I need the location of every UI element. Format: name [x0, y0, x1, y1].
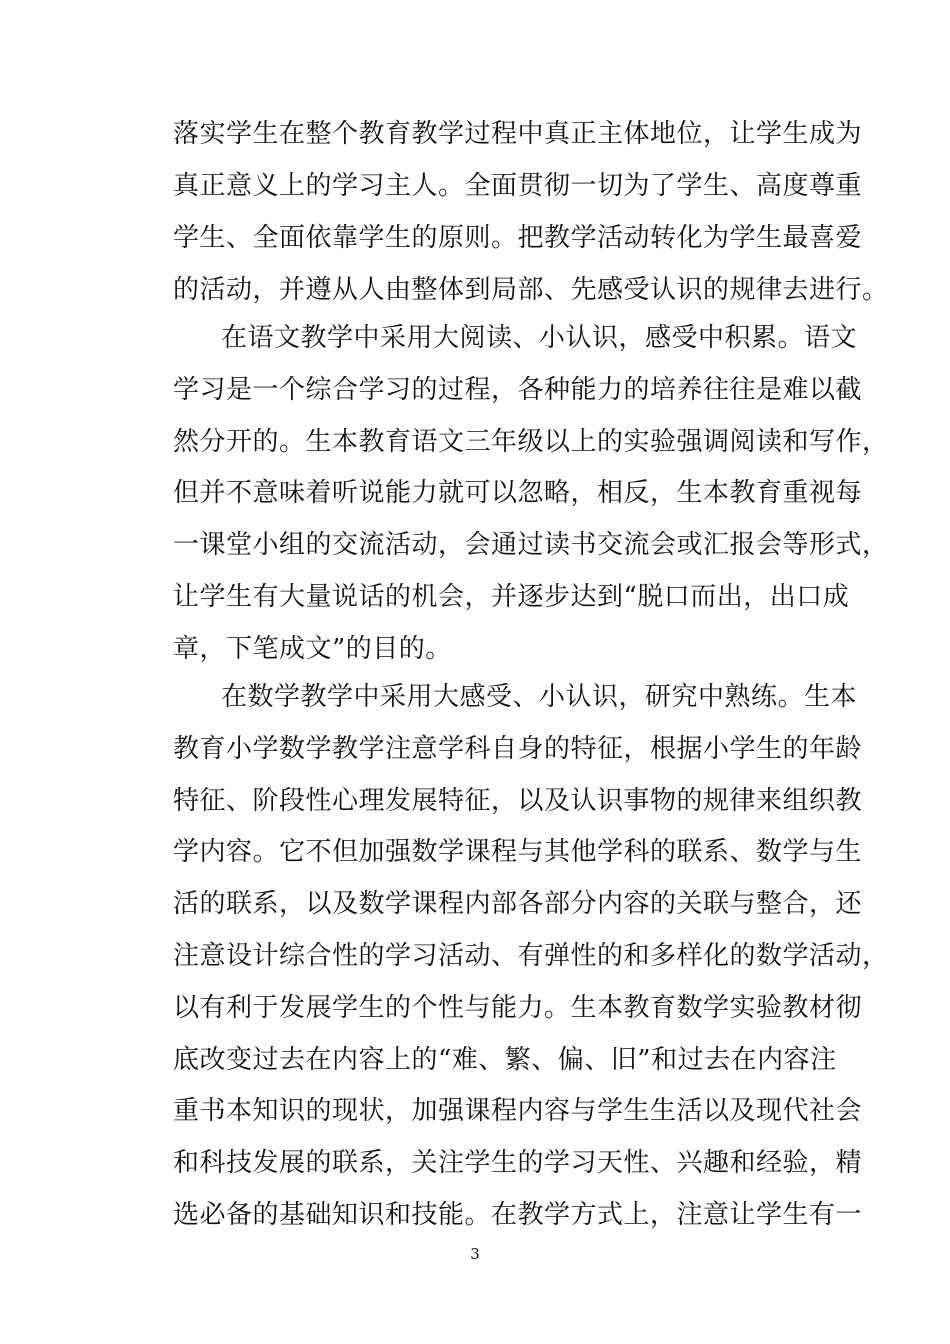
text-line: 让学生有大量说话的机会，并逐步达到“脱口而出，出口成 — [173, 582, 850, 612]
text-line: 学习是一个综合学习的过程，各种能力的培养往往是难以截 — [173, 375, 863, 405]
page-number: 3 — [470, 1245, 480, 1263]
paragraph-first-line: 在数学教学中采用大感受、小认识，研究中熟练。生本 — [221, 682, 858, 712]
text-line: 以有利于发展学生的个性与能力。生本教育数学实验教材彻 — [173, 993, 863, 1023]
text-line: 一课堂小组的交流活动，会通过读书交流会或汇报会等形式， — [173, 530, 889, 560]
text-line: 和科技发展的联系，关注学生的学习天性、兴趣和经验，精 — [173, 1148, 863, 1178]
text-line: 注意设计综合性的学习活动、有弹性的和多样化的数学活动， — [173, 941, 889, 971]
paragraph-first-line: 在语文教学中采用大阅读、小认识，感受中积累。语文 — [221, 323, 858, 353]
text-line: 章，下笔成文”的目的。 — [173, 634, 452, 664]
text-line: 然分开的。生本教育语文三年级以上的实验强调阅读和写作， — [173, 427, 889, 457]
text-line: 特征、阶段性心理发展特征，以及认识事物的规律来组织教 — [173, 786, 863, 816]
text-line: 但并不意味着听说能力就可以忽略，相反，生本教育重视每 — [173, 478, 863, 508]
text-line: 的活动，并遵从人由整体到局部、先感受认识的规律去进行。 — [173, 275, 889, 305]
text-line: 选必备的基础知识和技能。在教学方式上，注意让学生有一 — [173, 1200, 863, 1230]
text-line: 重书本知识的现状，加强课程内容与学生生活以及现代社会 — [173, 1096, 863, 1126]
text-line: 底改变过去在内容上的“难、繁、偏、旧”和过去在内容注 — [173, 1045, 837, 1075]
text-line: 落实学生在整个教育教学过程中真正主体地位，让学生成为 — [173, 119, 863, 149]
text-line: 真正意义上的学习主人。全面贯彻一切为了学生、高度尊重 — [173, 171, 863, 201]
text-line: 教育小学数学教学注意学科自身的特征，根据小学生的年龄 — [173, 734, 863, 764]
text-line: 活的联系，以及数学课程内部各部分内容的关联与整合，还 — [173, 889, 863, 919]
text-line: 学生、全面依靠学生的原则。把教学活动转化为学生最喜爱 — [173, 223, 863, 253]
text-line: 学内容。它不但加强数学课程与其他学科的联系、数学与生 — [173, 837, 863, 867]
